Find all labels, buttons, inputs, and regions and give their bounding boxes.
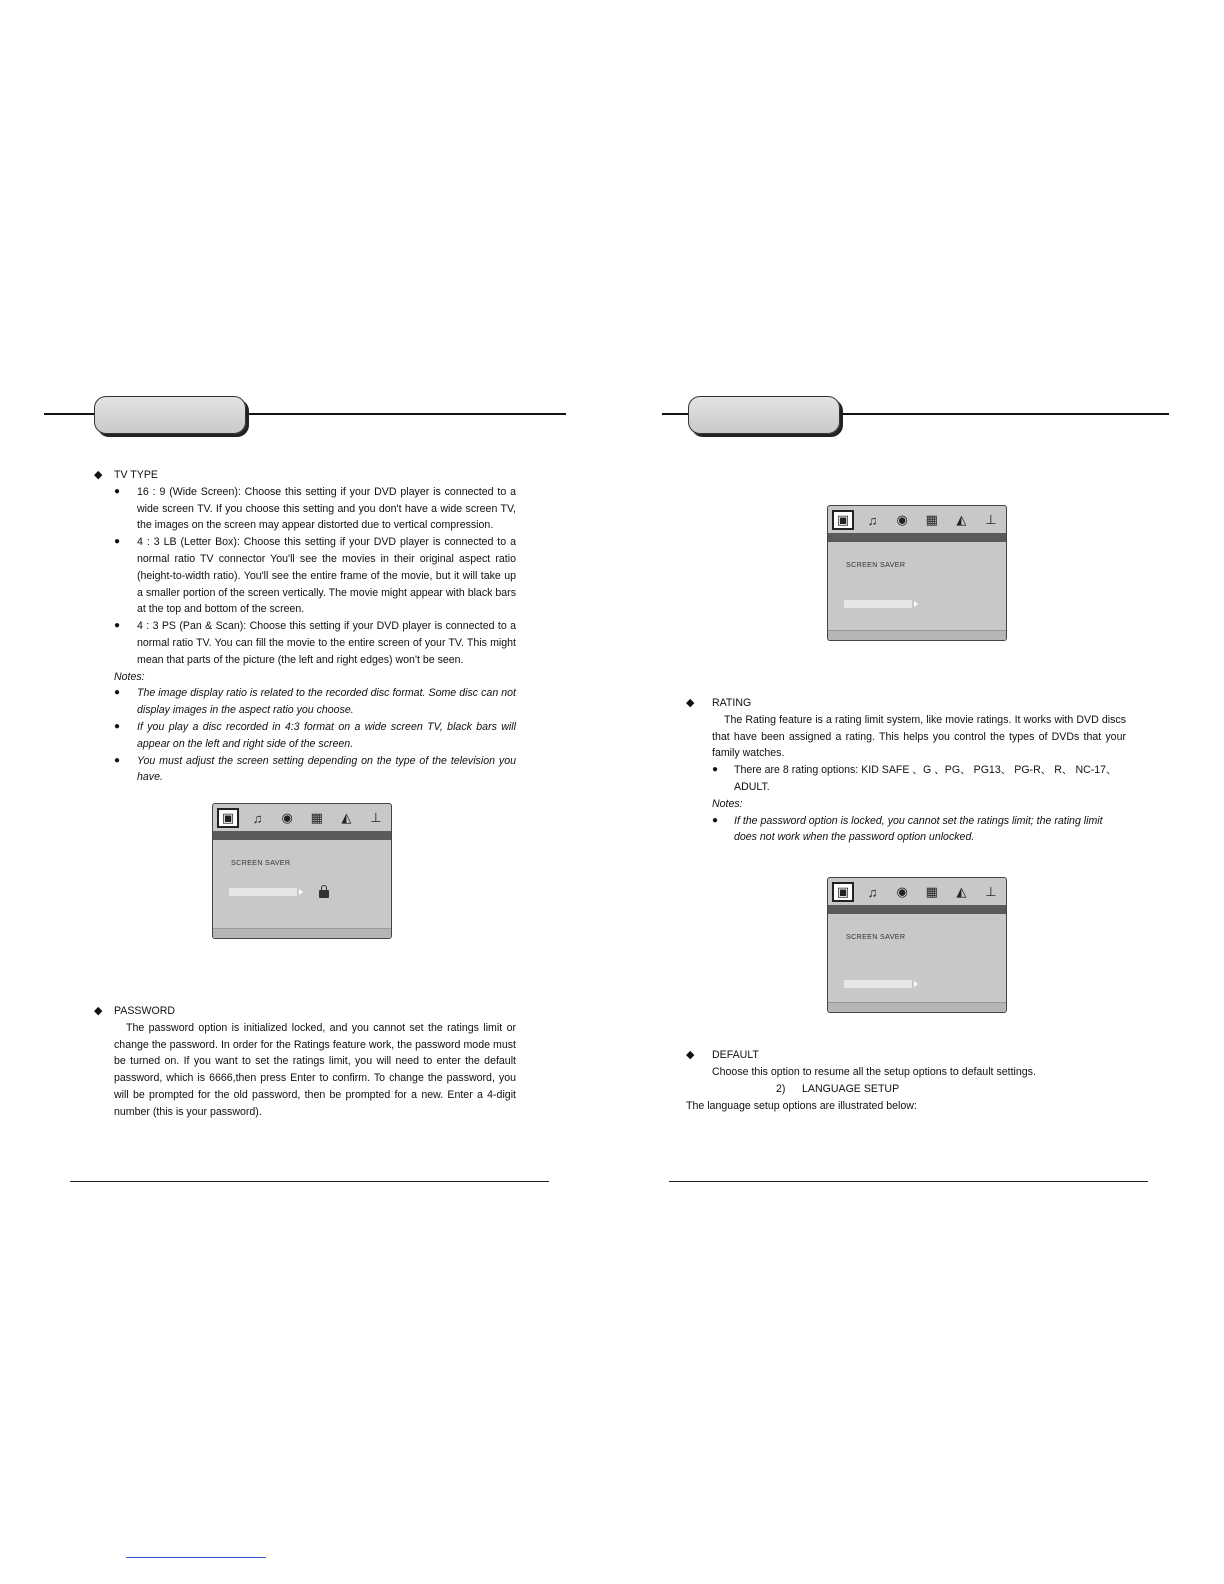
note-item: If you play a disc recorded in 4:3 format on a wide screen TV, black bars will appear on the left and right side of the screen. (137, 720, 516, 750)
tv-type-section (94, 467, 516, 786)
right-page (612, 0, 1224, 1584)
osd-menu-label: SCREEN SAVER (846, 560, 906, 569)
osd-selection-bar (844, 980, 912, 988)
osd-menu-screenshot (827, 877, 1007, 1013)
arrow-right-icon (914, 601, 918, 607)
link-underline (126, 1557, 266, 1558)
default-heading: DEFAULT (712, 1049, 759, 1061)
tv-icon: ▣ (832, 882, 854, 902)
osd-icon-bar (832, 509, 1002, 531)
osd-selection-bar (844, 600, 912, 608)
password-section (94, 1003, 516, 1121)
osd-menu-screenshot (212, 803, 392, 939)
rating-body: The Rating feature is a rating limit system, like movie ratings. It works with DVD discs that have been assigned a rating. This helps you control the types of DVDs that your family watches. (712, 713, 1126, 760)
video-icon: ▦ (310, 810, 323, 825)
osd-footer (828, 630, 1006, 640)
bullet-icon: ● (114, 754, 121, 766)
osd-title-band (828, 533, 1006, 542)
osd-menu-label: SCREEN SAVER (231, 858, 291, 867)
bullet-icon: ● (114, 720, 121, 732)
disc-icon: ◉ (281, 810, 293, 825)
bullet-icon: ● (712, 764, 719, 776)
tv-type-heading: TV TYPE (114, 469, 158, 481)
setup-icon: ⊥ (985, 884, 997, 899)
setup-icon: ⊥ (370, 810, 382, 825)
bullet-icon: ● (114, 536, 121, 548)
diamond-bullet-icon: ◆ (94, 469, 103, 481)
bullet-icon: ● (114, 687, 121, 699)
osd-footer (213, 928, 391, 938)
language-intro-text: The language setup options are illustrated below: (686, 1100, 917, 1112)
rating-options: There are 8 rating options: KID SAFE 、G 、PG、 PG13、 PG-R、 R、 NC-17、 ADULT. (734, 764, 1117, 793)
speaker-icon: ♫ (867, 512, 878, 528)
osd-menu-label: SCREEN SAVER (846, 932, 906, 941)
video-icon: ▦ (925, 884, 938, 899)
language-setup-number: 2) (776, 1082, 786, 1095)
note-item: The image display ratio is related to the recorded disc format. Some disc can not display images in the aspect ratio you choose. (137, 687, 516, 717)
osd-title-band (213, 831, 391, 840)
rating-section (686, 695, 1126, 846)
language-intro (686, 1098, 1146, 1115)
audio-icon: ◭ (341, 810, 352, 825)
lock-icon (319, 890, 329, 898)
video-icon: ▦ (925, 512, 938, 527)
rating-heading: RATING (712, 697, 752, 709)
language-setup-title: LANGUAGE SETUP (802, 1082, 900, 1095)
password-body: The password option is initialized locked, and you cannot set the ratings limit or change the password. In order for the Ratings feature work, the password mode must be turned on. If you want to set the ratings limit, you will need to enter the default password, which is 6666,then press Enter to confirm. To change the password, you will be prompted for the old password, then be prompted for a new. Enter a 4-digit number (this is your password). (114, 1021, 516, 1118)
arrow-right-icon (914, 981, 918, 987)
tv-icon: ▣ (832, 510, 854, 530)
header-tab (688, 396, 840, 434)
audio-icon: ◭ (956, 884, 967, 899)
footer-rule (669, 1181, 1148, 1182)
notes-label: Notes: (114, 670, 145, 683)
speaker-icon: ♫ (252, 810, 263, 826)
note-item: You must adjust the screen setting depending on the type of the television you have. (137, 754, 516, 784)
osd-icon-bar (217, 807, 387, 829)
tv-icon: ▣ (217, 808, 239, 828)
disc-icon: ◉ (896, 512, 908, 527)
default-body: Choose this option to resume all the setup options to default settings. (712, 1065, 1036, 1078)
tv-type-item-panscan: 4 : 3 PS (Pan & Scan): Choose this setting if your DVD player is connected to a normal ratio TV. You can fill the movie to the entire screen of your TV. This might mean that parts of the picture (the left and right edges) won't be seen. (137, 620, 516, 666)
footer-rule (70, 1181, 549, 1182)
diamond-bullet-icon: ◆ (686, 697, 695, 709)
tv-type-item-wide: 16 : 9 (Wide Screen): Choose this setting if your DVD player is connected to a wide screen TV. If you choose this setting and you don't have a wide screen TV, the images on the screen may appear distorted due to vertical compression. (137, 485, 516, 532)
password-heading: PASSWORD (114, 1005, 176, 1017)
notes-label: Notes: (712, 797, 743, 810)
diamond-bullet-icon: ◆ (94, 1005, 103, 1017)
arrow-right-icon (299, 889, 303, 895)
osd-menu-screenshot (827, 505, 1007, 641)
speaker-icon: ♫ (867, 884, 878, 900)
bullet-icon: ● (114, 485, 121, 497)
default-section (686, 1047, 1126, 1097)
osd-icon-bar (832, 881, 1002, 903)
bullet-icon: ● (114, 620, 121, 632)
bullet-icon: ● (712, 814, 719, 826)
disc-icon: ◉ (896, 884, 908, 899)
audio-icon: ◭ (956, 512, 967, 527)
tv-type-item-letterbox: 4 : 3 LB (Letter Box): Choose this setting if your DVD player is connected to a normal ratio TV connector You'll see the movies in their original aspect ratio (height-to-width ratio). You'll see the entire frame of the movie, but it will take up a smaller portion of the screen vertically. The movie might appear with black bars at the top and bottom of the screen. (137, 536, 516, 616)
setup-icon: ⊥ (985, 512, 997, 527)
osd-selection-bar (229, 888, 297, 896)
osd-footer (828, 1002, 1006, 1012)
osd-title-band (828, 905, 1006, 914)
diamond-bullet-icon: ◆ (686, 1049, 695, 1061)
header-tab (94, 396, 246, 434)
rating-note: If the password option is locked, you cannot set the ratings limit; the rating limit does not work when the password option unlocked. (734, 814, 1103, 844)
